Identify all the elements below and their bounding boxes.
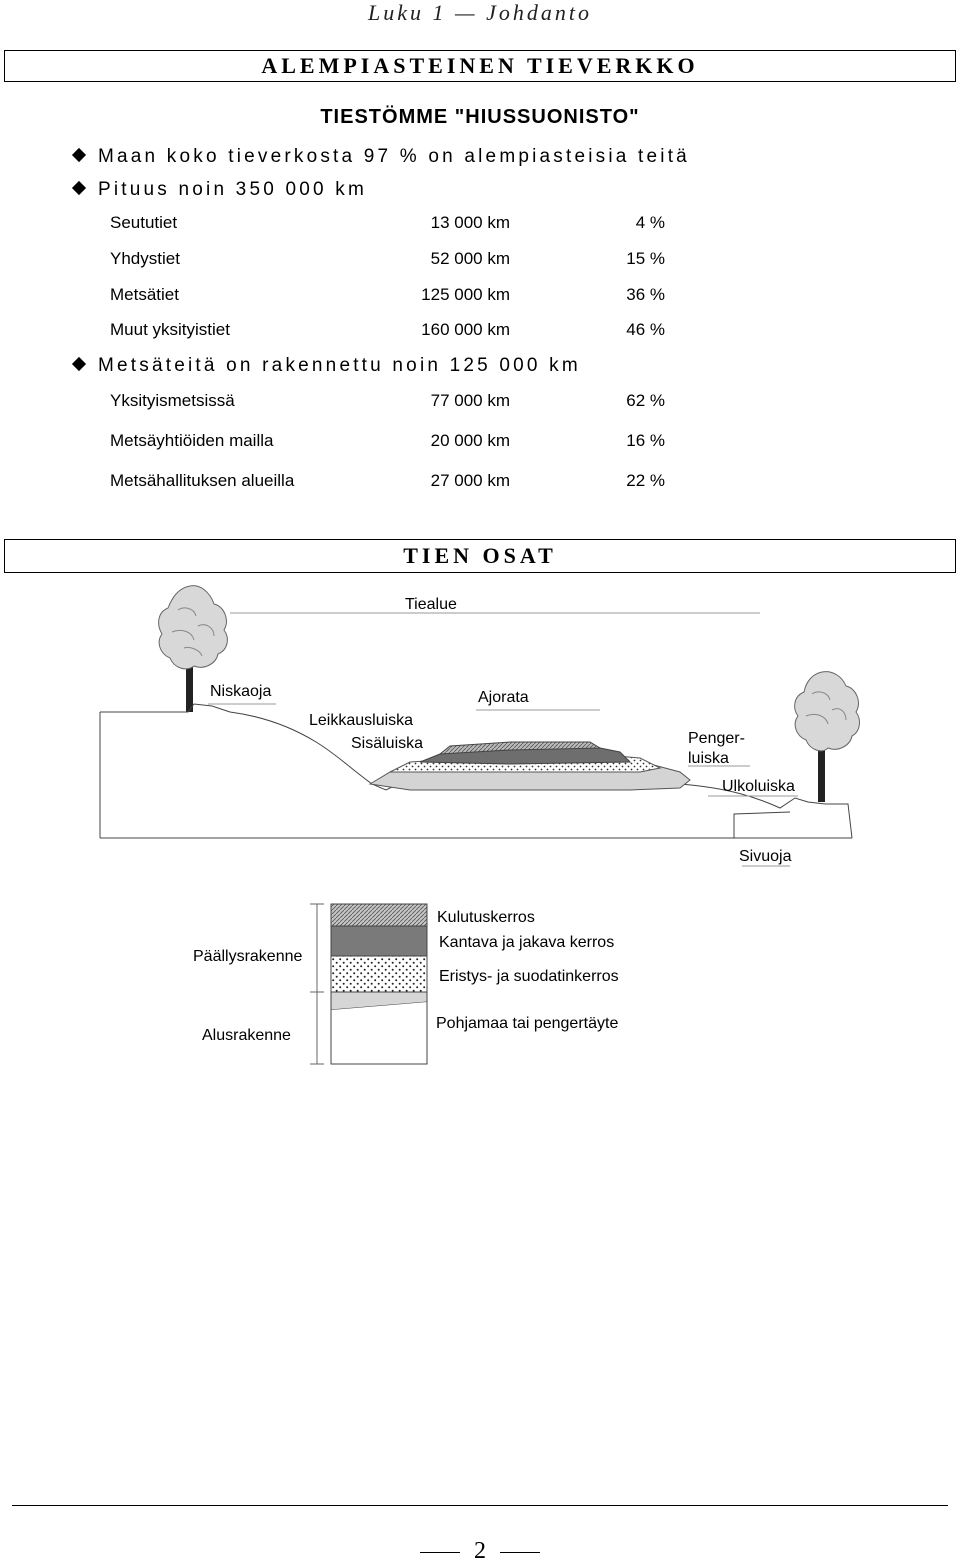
- table-row: [110, 213, 670, 235]
- road-type: Muut yksityistiet: [110, 320, 230, 339]
- road-share: 36 %: [626, 285, 665, 304]
- label-niskaoja: Niskaoja: [210, 683, 272, 700]
- road-length: 20 000 km: [430, 431, 510, 450]
- label-ajorata: Ajorata: [478, 689, 529, 706]
- label-alusrakenne: Alusrakenne: [202, 1027, 291, 1044]
- section-heading-tien-osat: TIEN OSAT: [4, 539, 956, 573]
- label-kulutuskerros: Kulutuskerros: [437, 909, 535, 926]
- label-pohjamaa: Pohjamaa tai pengertäyte: [436, 1015, 619, 1032]
- label-kantava-kerros: Kantava ja jakava kerros: [439, 934, 615, 951]
- road-length: 27 000 km: [430, 471, 510, 490]
- label-paallysrakenne: Päällysrakenne: [193, 948, 303, 965]
- road-share: 62 %: [626, 391, 665, 410]
- tree-right-icon: [795, 672, 860, 802]
- bullet-item: [74, 146, 690, 168]
- road-length: 13 000 km: [430, 213, 510, 232]
- owner-type: Metsäyhtiöiden mailla: [110, 431, 274, 450]
- road-share: 15 %: [626, 249, 665, 268]
- road-length: 52 000 km: [430, 249, 510, 268]
- diamond-bullet-icon: [72, 357, 86, 371]
- bullet-text: Metsäteitä on rakennettu noin 125 000 km: [98, 355, 581, 376]
- table-row: [110, 471, 670, 493]
- label-eristys-kerros: Eristys- ja suodatinkerros: [439, 968, 619, 985]
- page-number: [0, 1538, 960, 1565]
- label-sivuoja: Sivuoja: [739, 848, 792, 865]
- table-row: [110, 249, 670, 271]
- layer-structure-diagram: [300, 898, 440, 1068]
- label-pengerluiska-2: luiska: [688, 750, 729, 767]
- footer-rule: [12, 1505, 948, 1506]
- road-type: Yhdystiet: [110, 249, 180, 268]
- label-pengerluiska-1: Penger-: [688, 730, 745, 747]
- label-leikkausluiska: Leikkausluiska: [309, 712, 414, 729]
- road-share: 4 %: [635, 213, 665, 232]
- road-length: 160 000 km: [421, 320, 510, 339]
- section-heading-tieverkko: ALEMPIASTEINEN TIEVERKKO: [4, 50, 956, 82]
- chapter-header: Luku 1 — Johdanto: [368, 0, 592, 25]
- bullet-text: Maan koko tieverkosta 97 % on alempiasteisia teitä: [98, 146, 690, 167]
- diamond-bullet-icon: [72, 181, 86, 195]
- road-type: Metsätiet: [110, 285, 179, 304]
- road-length: 125 000 km: [421, 285, 510, 304]
- road-share: 22 %: [626, 471, 665, 490]
- bullet-item: [74, 355, 581, 377]
- road-length: 77 000 km: [430, 391, 510, 410]
- label-sisaluiska: Sisäluiska: [351, 735, 424, 752]
- road-cross-section-diagram: [90, 576, 880, 876]
- table-row: [110, 391, 670, 413]
- owner-type: Yksityismetsissä: [110, 391, 235, 410]
- table-row: [110, 320, 670, 342]
- label-ulkoluiska: Ulkoluiska: [722, 778, 795, 795]
- label-tiealue: Tiealue: [405, 596, 457, 613]
- diamond-bullet-icon: [72, 148, 86, 162]
- table-row: [110, 285, 670, 307]
- table-row: [110, 431, 670, 453]
- road-type: Seututiet: [110, 213, 178, 232]
- section-subtitle: TIESTÖMME "HIUSSUONISTO": [320, 106, 640, 128]
- road-share: 46 %: [626, 320, 665, 339]
- bullet-text: Pituus noin 350 000 km: [98, 179, 367, 200]
- owner-type: Metsähallituksen alueilla: [110, 471, 295, 490]
- page-number-text: 2: [474, 1538, 486, 1564]
- bullet-item: [74, 179, 367, 201]
- road-share: 16 %: [626, 431, 665, 450]
